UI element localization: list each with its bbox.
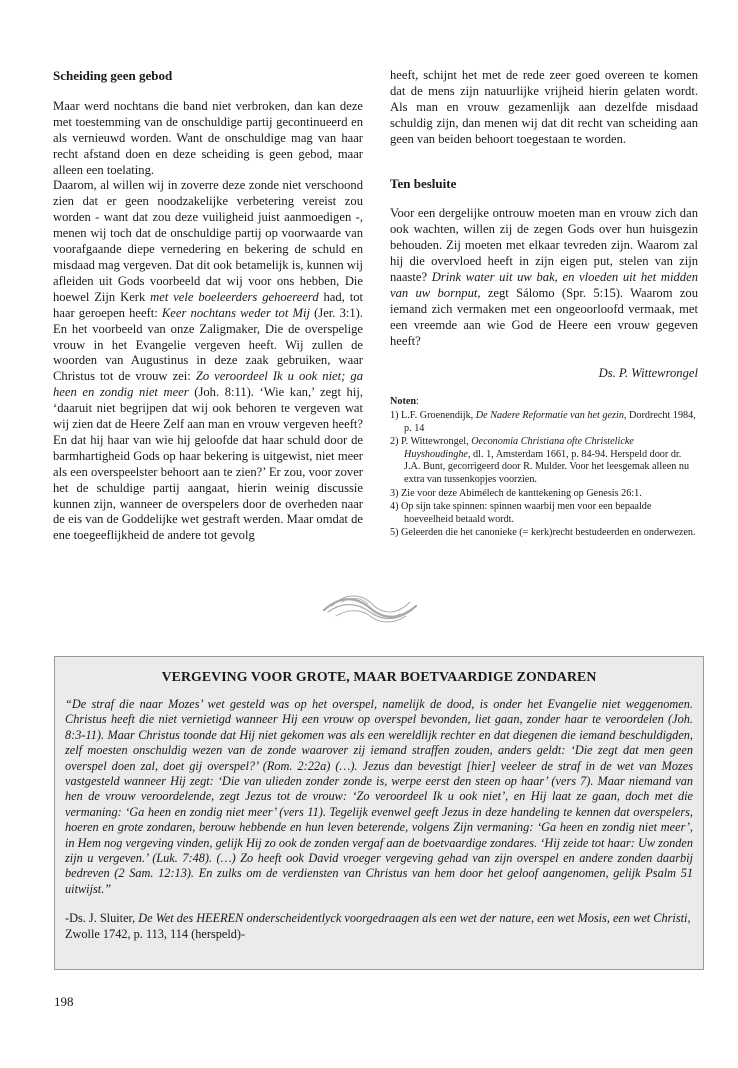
text-span: (Joh. 8:11). ‘Wie kan,’ zegt hij, ‘daaruit niet begrijpen dat wij ook behoren te vergeven wat wij zien dat de Heere Zelf aan man en vrouw vergeven heeft? En dat hij haar van wie hij geloofde dat haar schuld door de barmhartigheid Gods op haar bekering is uitgewist, niet meer als een overspeelster behoort aan te zien?’ Er zou, voor zover het de schuldige partij aangaat, hierin weinig discussie kunnen zijn, wanneer de overspelers door de overheden naar de eis van de Goddelijke wet gestraft werden. Maar omdat de ene toegeeflijkheid de andere tot gevolg (53, 385, 363, 543)
footnote-item (390, 436, 698, 486)
paragraph: Maar werd nochtans die band niet verbroken, dan kan deze met toestemming van de onschuldige partij gecontinueerd en als vernieuwd worden. Want de onschuldige mag van haar recht afstand doen en deze scheiding is geen gebod, maar alleen een toelating. (53, 98, 363, 177)
footnotes-title-text: Noten (390, 395, 417, 407)
footnote-text: 2) P. Wittewrongel, (390, 436, 472, 448)
quote-box-title: VERGEVING VOOR GROTE, MAAR BOETVAARDIGE ZONDAREN (161, 669, 597, 684)
section-heading-scheiding: Scheiding geen gebod (53, 68, 173, 83)
paragraph (53, 178, 363, 544)
italic-span: Zo veroordeel Ik u ook niet; ga heen en zondig niet meer (53, 369, 363, 400)
footnote-text: 1) L.F. Groenendijk, (390, 410, 476, 422)
quote-box (54, 656, 704, 970)
left-column (53, 68, 363, 544)
italic-span: Keer nochtans weder tot Mij (161, 305, 310, 320)
author-signature: Ds. P. Wittewrongel (598, 365, 698, 380)
quote-box-source (65, 911, 693, 942)
paragraph (390, 206, 698, 349)
italic-span: Drink water uit uw bak, en vloeden uit het midden van uw bornput, (390, 270, 698, 300)
footnote-italic: Oeconomia Christiana ofte Christelicke Huyshoudinghe (404, 436, 634, 460)
footnote-text: , Dordrecht 1984, p. 14 (404, 410, 696, 434)
flourish-ornament-icon (322, 590, 418, 626)
footnote-text: 4) Op sijn take spinnen: spinnen waarbij men voor een bepaalde hoeveelheid betaald wordt. (390, 501, 652, 525)
section-heading-ten-besluite: Ten besluite (390, 175, 457, 191)
quote-box-text: “De straf die naar Mozes’ wet gesteld was op het overspel, namelijk de dood, is onder het Evangelie niet weggenomen. Christus heeft die niet vernietigd wanneer Hij een vrouw op overspel bevonden, liet gaan, zonder haar te veroordelen (Joh. 8:3-11). Maar Christus toonde dat Hij niet gekomen was als een wereldlijk rechter en dat diegenen die iemand beschuldigden, zelf moesten onschuldig wezen van de zonde waarover zij iemand straffen zouden, anders geldt: ‘Die zegt dat men geen overspel doen zal, doet gij overspel?’ (Rom. 2:22a) (…). Jezus dan bevestigt [hier] veeleer de straf in de wet van Mozes vastgesteld wanneer Hij zegt: ‘Die van ulieden zonder zonde is, werpe eerst den steen op haar’ (vers 7). Maar niemand van hen de vrouw veroordelende, zegt Jezus tot de vrouw: ‘Zo veroordeel Ik u ook niet’, en Hij laat ze gaan, doch met die vermaning: ‘Ga heen en zondig niet meer’ (vers 11). Tegelijk evenwel geeft Jezus in deze handeling te kennen dat overspelers, hoeren en grote zondaren, berouw hebbende en hun leven beterende, volgens Zijn vermaning: ‘Ga heen en zondig niet meer’, in Hem nog vergeving vinden, gelijk Hij zo ook de zonden vergaf aan de boetvaardige zondares. ‘Hij zeide tot haar: Uw zonden zijn u vergeven.’ (Luk. 7:48). (…) Zo heeft ook David vroeger vergeving gehad van zijn overspel en andere zonden daarbij bedreven (2 Sam. 12:13). En zulks om de verdiensten van Christus van hem door het geloof aangenomen, gelijk Psalm 51 uitwijst.” (65, 697, 693, 896)
footnotes (390, 396, 698, 541)
footnotes-list (390, 410, 698, 540)
footnote-item (390, 488, 698, 501)
text-span: Voor een dergelijke ontrouw moeten man en vrouw zich dan ook wachten, willen zij de zegen Gods over hun huisgezin behouden. Zij moeten met elkaar tevreden zijn. Waarom zal hij die overvloed heeft in zijn eigen put, stelen van zijn naaste? (390, 206, 698, 285)
text-span: Daarom, al willen wij in zoverre deze zonde niet verschoond zien dat er geen noodzakelijke verbetering vereist zou worden - want dat zou deze vuiligheid juist aanmoedigen -, menen wij toch dat de onschuldige partij op voorwaarde van voorafgaande diepe vernedering en bekering de schuld en misdaad mag vergeven. Dat dit ook betamelijk is, kunnen wij afleiden uit Gods voorbeeld dat wij voor ons hebben, Die hoewel Zijn Kerk (53, 178, 363, 304)
footnote-item (390, 527, 698, 540)
footnotes-title-colon: : (416, 395, 419, 407)
footnote-italic: De Nadere Reformatie van het gezin (475, 410, 624, 422)
text-span: zegt Sálomo (Spr. 5:15). Waarom zou iemand zich vermaken met een ongeoorloofd vermaak, met een vreemde aan wie God de Heere een vrouw gegeven heeft? (390, 285, 698, 348)
footnote-item (390, 501, 698, 526)
footnotes-title (390, 396, 698, 409)
source-text: , Zwolle 1742, p. 113, 114 (herspeld)- (65, 911, 691, 941)
right-column (390, 68, 698, 541)
footnote-text: 5) Geleerden die het canonieke (= kerk)recht bestudeerden en onderwezen. (390, 527, 696, 539)
italic-span: met vele boeleerders gehoereerd (150, 289, 319, 304)
text-span: had, tot haar geroepen heeft: (53, 289, 363, 320)
footnote-text: 3) Zie voor deze Abimélech de kanttekening op Genesis 26:1. (390, 487, 642, 499)
footnote-item (390, 410, 698, 435)
source-text: -Ds. J. Sluiter, (65, 911, 139, 926)
page-number: 198 (54, 994, 74, 1009)
paragraph-continuation: heeft, schijnt het met de rede zeer goed overeen te komen dat de mens zijn natuurlijke vrijheid hierin gelaten wordt. Als man en vrouw gezamenlijk aan dezelfde misdaad schuldig zijn, dan menen wij dat dit recht van scheiding aan geen van beiden behoort toegestaan te worden. (390, 68, 698, 146)
text-span: (Jer. 3:1). En het voorbeeld van onze Zaligmaker, Die de overspelige vrouw in het Evangelie vergeven heeft. Wij zullen de woorden van Augustinus in deze zaak gebruiken, waar Christus tot de vrouw zei: (53, 305, 364, 384)
source-italic: De Wet des HEEREN onderscheidentlyck voorgedraagen als een wet der nature, een wet Mosis, een wet Christi (138, 911, 688, 926)
footnote-text: , dl. 1, Amsterdam 1661, p. 84-94. Herspeld door dr. J.A. Bunt, gecorrigeerd door R. Mulder. Voor het leesgemak alleen nu extra van tussenkopjes voorzien. (404, 448, 690, 486)
